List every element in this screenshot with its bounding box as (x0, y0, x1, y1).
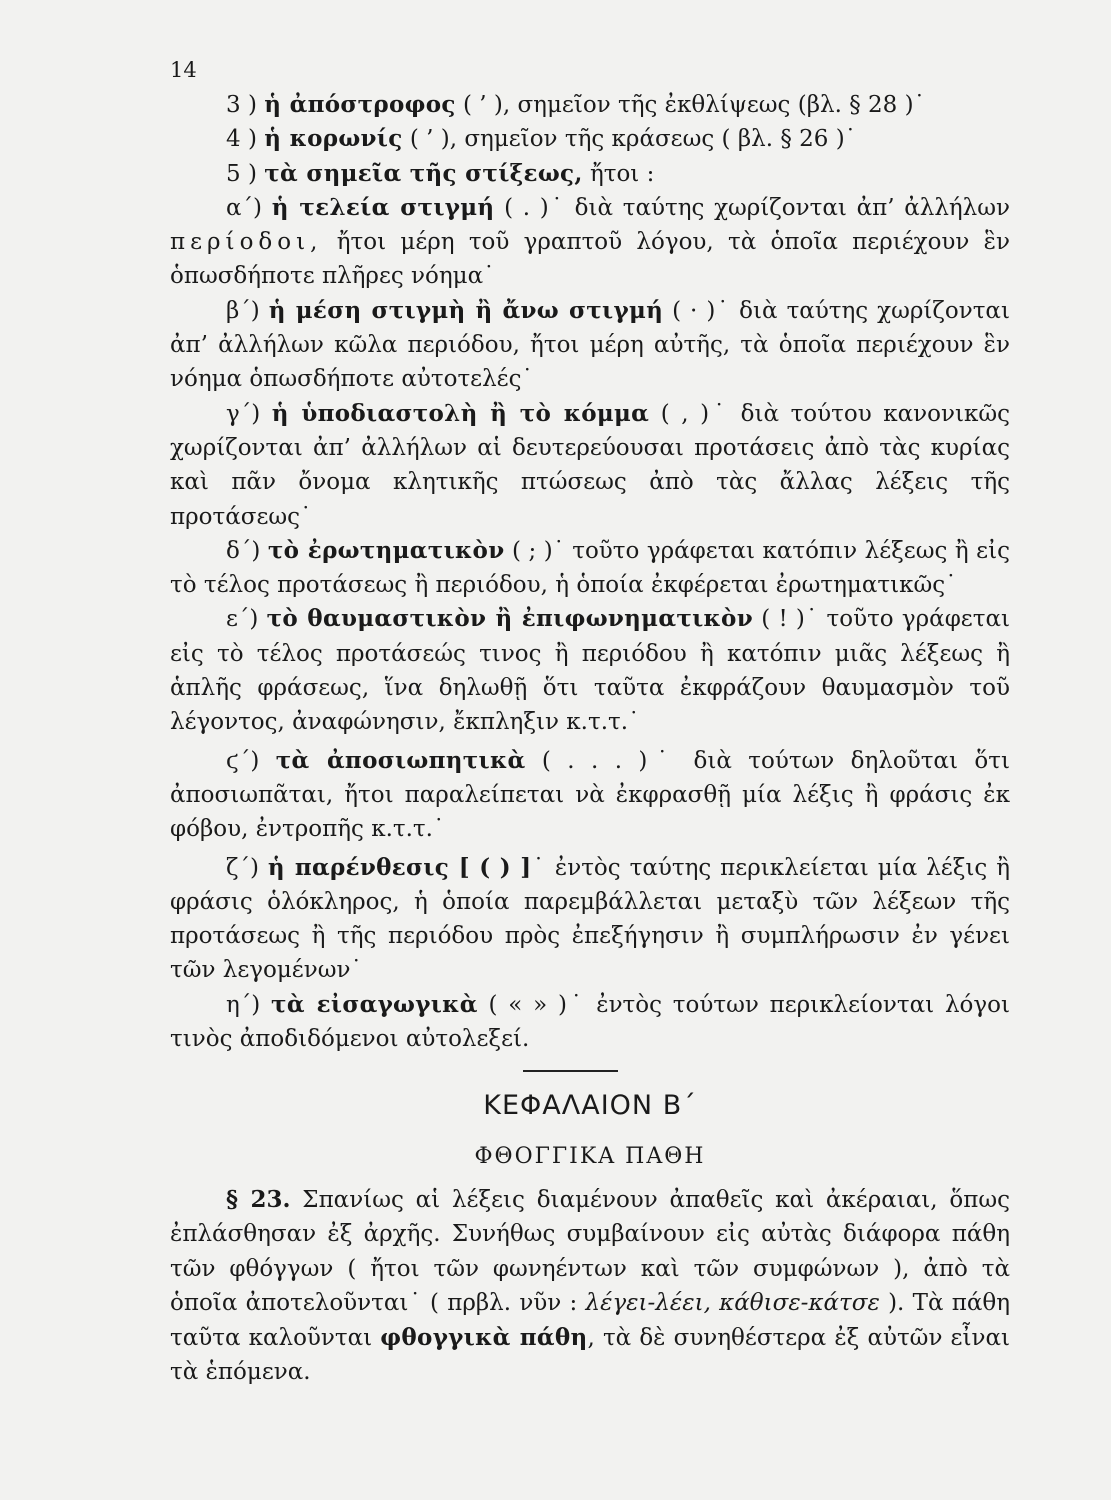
section-paragraph: § 23. Σπανίως αἱ λέξεις διαμένουν ἀπαθεῖς καὶ ἀκέραιαι, ὅπως ἐπλάσθησαν ἐξ ἀρχῆς. Συνήθως συμβαίνουν εἰς αὐτὰς διάφορα πάθη τῶν φθόγγων ( ἤτοι τῶν φωνηέντων καὶ τῶν συμφώνων ), ἀπὸ τὰ ὁποῖα ἀποτελοῦνται˙ ( πρβλ. νῦν : λέγει-λέει, κάθισε-κάτσε ). Τὰ πάθη ταῦτα καλοῦνται φθογγικὰ πάθη, τὰ δὲ συνηθέστερα ἐξ αὐτῶν εἶναι τὰ ἑπόμενα. (170, 1186, 1011, 1386)
term: ἡ τελεία στιγμή (271, 193, 495, 221)
list-item-coronis: 4 ) ἡ κορωνίς ( ’ ), σημεῖον τῆς κράσεως ( βλ. § 26 )˙ (226, 125, 857, 153)
list-item-exclamation-mark: ε΄) τὸ θαυμαστικὸν ἢ ἐπιφωνηματικὸν ( ! )˙ τοῦτο γράφεται εἰς τὸ τέλος προτάσεώς τινος ἢ περιόδου ἢ κατόπιν μιᾶς λέξεως ἢ ἁπλῆς φράσεως, ἵνα δηλωθῇ ὅτι ταῦτα ἐκφράζουν θαυμασμὸν τοῦ λέγοντος, ἀναφώνησιν, ἔκπληξιν κ.τ.τ.˙ (170, 605, 1010, 736)
punctuation-list (170, 88, 1010, 1056)
list-item-apostrophe: 3 ) ἡ ἀπόστροφος ( ’ ), σημεῖον τῆς ἐκθλίψεως (βλ. § 28 )˙ (226, 91, 926, 118)
term: ἡ παρένθεσις (267, 853, 450, 881)
list-item-quotation-marks: η΄) τὰ εἰσαγωγικὰ ( « » )˙ ἐντὸς τούτων περικλείονται λόγοι τινὸς ἀποδιδόμενοι αὐτολεξεί. (170, 990, 1010, 1053)
term: ἡ ὑποδιαστολὴ ἢ τὸ κόμμα (271, 399, 650, 427)
list-item-comma: γ΄) ἡ ὑποδιαστολὴ ἢ τὸ κόμμα ( , )˙ διὰ τούτου κανονικῶς χωρίζονται ἀπ’ ἀλλήλων αἱ δευτερεύουσαι προτάσεις ἀπὸ τὰς κυρίας καὶ πᾶν ὄνομα κλητικῆς πτώσεως ἀπὸ τὰς ἄλλας λέξεις τῆς προτάσεως˙ (170, 399, 1010, 530)
term: φθογγικὰ πάθη (380, 1323, 588, 1351)
list-item-parenthesis: ζ΄) ἡ παρένθεσις [ ( ) ]˙ ἐντὸς ταύτης περικλείεται μία λέξις ἢ φράσις ὁλόκληρος, ἡ ὁποία παρεμβάλλεται μεταξὺ τῶν λέξεων τῆς προτάσεως ἢ τῆς περιόδου πρὸς ἐπεξήγησιν ἢ συμπλήρωσιν ἐν γένει τῶν λεγομένων˙ (170, 853, 1011, 984)
section-mark: § 23. (226, 1186, 291, 1213)
list-item-middle-dot: β΄) ἡ μέση στιγμὴ ἢ ἄνω στιγμή ( · )˙ διὰ ταύτης χωρίζονται ἀπ’ ἀλλήλων κῶλα περιόδου, ἤτοι μέρη αὐτῆς, τὰ ὁποῖα περιέχουν ἓν νόημα ὁπωσδήποτε αὐτοτελές˙ (170, 296, 1010, 393)
term: τὸ θαυμαστικὸν ἢ ἐπιφωνηματικὸν (266, 605, 753, 633)
spaced-term: περίοδοι, (170, 229, 323, 256)
list-item-punctuation-marks: 5 ) τὰ σημεῖα τῆς στίξεως, ἤτοι : (226, 159, 655, 187)
example-words: λέγει-λέει, κάθισε-κάτσε (585, 1290, 880, 1317)
term: τὰ σημεῖα τῆς στίξεως, (264, 159, 583, 187)
page-number: 14 (170, 58, 197, 82)
term: ἡ μέση στιγμὴ ἢ ἄνω στιγμή (268, 296, 664, 324)
section-divider (523, 1070, 618, 1072)
list-item-question-mark: δ΄) τὸ ἐρωτηματικὸν ( ; )˙ τοῦτο γράφεται κατόπιν λέξεως ἢ εἰς τὸ τέλος προτάσεως ἢ περιόδου, ἡ ὁποία ἐκφέρεται ἐρωτηματικῶς˙ (170, 536, 1010, 599)
chapter-subtitle: ΦΘΟΓΓΙΚΑ ΠΑΘΗ (474, 1144, 706, 1169)
section-23 (170, 1183, 1010, 1389)
chapter-title: ΚΕΦΑΛΑΙΟΝ Β΄ (483, 1090, 697, 1121)
list-item-ellipsis: ϛ΄) τὰ ἀποσιωπητικὰ ( . . . )˙ διὰ τούτων δηλοῦται ὅτι ἀποσιωπᾶται, ἤτοι παραλείπεται νὰ ἐκφρασθῇ μία λέξις ἢ φράσις ἐκ φόβου, ἐντροπῆς κ.τ.τ.˙ (170, 746, 1010, 843)
term: τὰ ἀποσιωπητικὰ (275, 746, 526, 774)
term: ἡ κορωνίς (264, 125, 403, 153)
term: τὸ ἐρωτηματικὸν (267, 536, 505, 564)
term: τὰ εἰσαγωγικὰ (271, 990, 478, 1018)
list-item-full-stop: α΄) ἡ τελεία στιγμή ( . )˙ διὰ ταύτης χωρίζονται ἀπ’ ἀλλήλων περίοδοι, ἤτοι μέρη τοῦ γραπτοῦ λόγου, τὰ ὁποῖα περιέχουν ἓν ὁπωσδήποτε πλῆρες νόημα˙ (170, 193, 1010, 290)
term: ἡ ἀπόστροφος (264, 91, 456, 118)
